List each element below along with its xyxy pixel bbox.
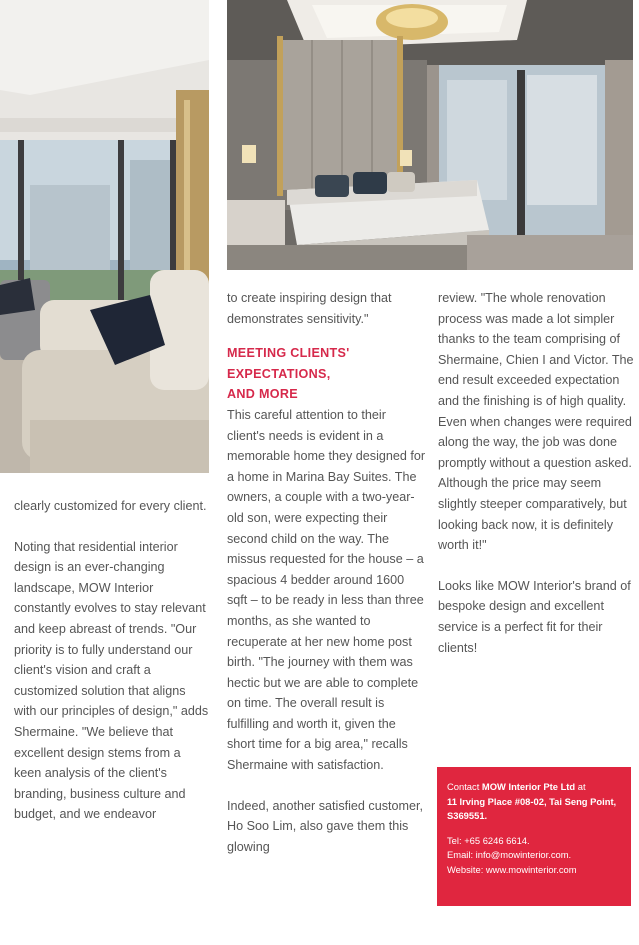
contact-address xyxy=(447,795,621,824)
col2-paragraph-3: Indeed, another satisfied customer, Ho Soo Lim, also gave them this glowing xyxy=(227,798,424,854)
contact-company: MOW Interior Pte Ltd xyxy=(481,781,576,792)
column-3 xyxy=(438,288,634,678)
bedroom-illustration xyxy=(227,0,633,270)
column-2 xyxy=(227,288,427,877)
contact-website[interactable]: Website: www.mowinterior.com xyxy=(447,863,577,875)
col1-paragraph-1: clearly customized for every client. xyxy=(14,499,207,513)
living-room-illustration xyxy=(0,0,209,473)
contact-prefix: Contact xyxy=(447,781,482,792)
contact-address-text: 11 Irving Place #08-02, Tai Seng Point, S369551. xyxy=(447,795,617,822)
contact-email[interactable]: Email: info@mowinterior.com. xyxy=(447,849,572,861)
section-heading xyxy=(227,343,427,405)
contact-at: at xyxy=(575,781,586,792)
heading-line-2: EXPECTATIONS, xyxy=(227,366,331,381)
col1-paragraph-2: Noting that residential interior design is an ever-changing landscape, MOW Interior constantly evolves to stay relevant and keep abreast of trends. "Our priority is to fully understand our client's vision and craft a customized solution that aligns with our principles of design," adds Shermaine. "We believe that excellent design stems from a keen analysis of the client's branding, business culture and budget, and we endeavor xyxy=(14,539,209,822)
living-room-photo xyxy=(0,0,209,473)
col2-paragraph-2: This careful attention to their client's needs is evident in a memorable home they designed for a home in Marina Bay Suites. The owners, a couple with a two-year-old son, were expecting their second child on the way. The missus requested for the house – a spacious 4 bedder around 1600 sqft – to be ready in less than three months, as she wanted to recuperate at her new home post birth. "The journey with them was hectic but we are able to complete on time. The overall result is fulfilling and worth it, given the short time for a big area," recalls Shermaine with satisfaction. xyxy=(227,407,426,773)
heading-line-3: AND MORE xyxy=(227,387,298,402)
contact-tel: Tel: +65 6246 6614. xyxy=(447,834,530,846)
col3-paragraph-2: Looks like MOW Interior's brand of bespoke design and excellent service is a perfect fit for their clients! xyxy=(438,578,631,655)
contact-box xyxy=(437,767,631,906)
col2-paragraph-1: to create inspiring design that demonstrates sensitivity." xyxy=(227,291,392,326)
heading-line-1: MEETING CLIENTS' xyxy=(227,346,350,361)
contact-line xyxy=(447,780,621,795)
col3-paragraph-1: review. "The whole renovation process was made a lot simpler thanks to the team comprising of Shermaine, Chien I and Victor. The end result exceeded expectation and the finishing is of high quality. Even when changes were required along the way, the job was done promptly without a question asked. Although the price may seem slightly steeper comparatively, but looking back now, it is definitely worth it!" xyxy=(438,291,634,553)
bedroom-photo xyxy=(227,0,633,270)
column-1 xyxy=(14,496,210,845)
